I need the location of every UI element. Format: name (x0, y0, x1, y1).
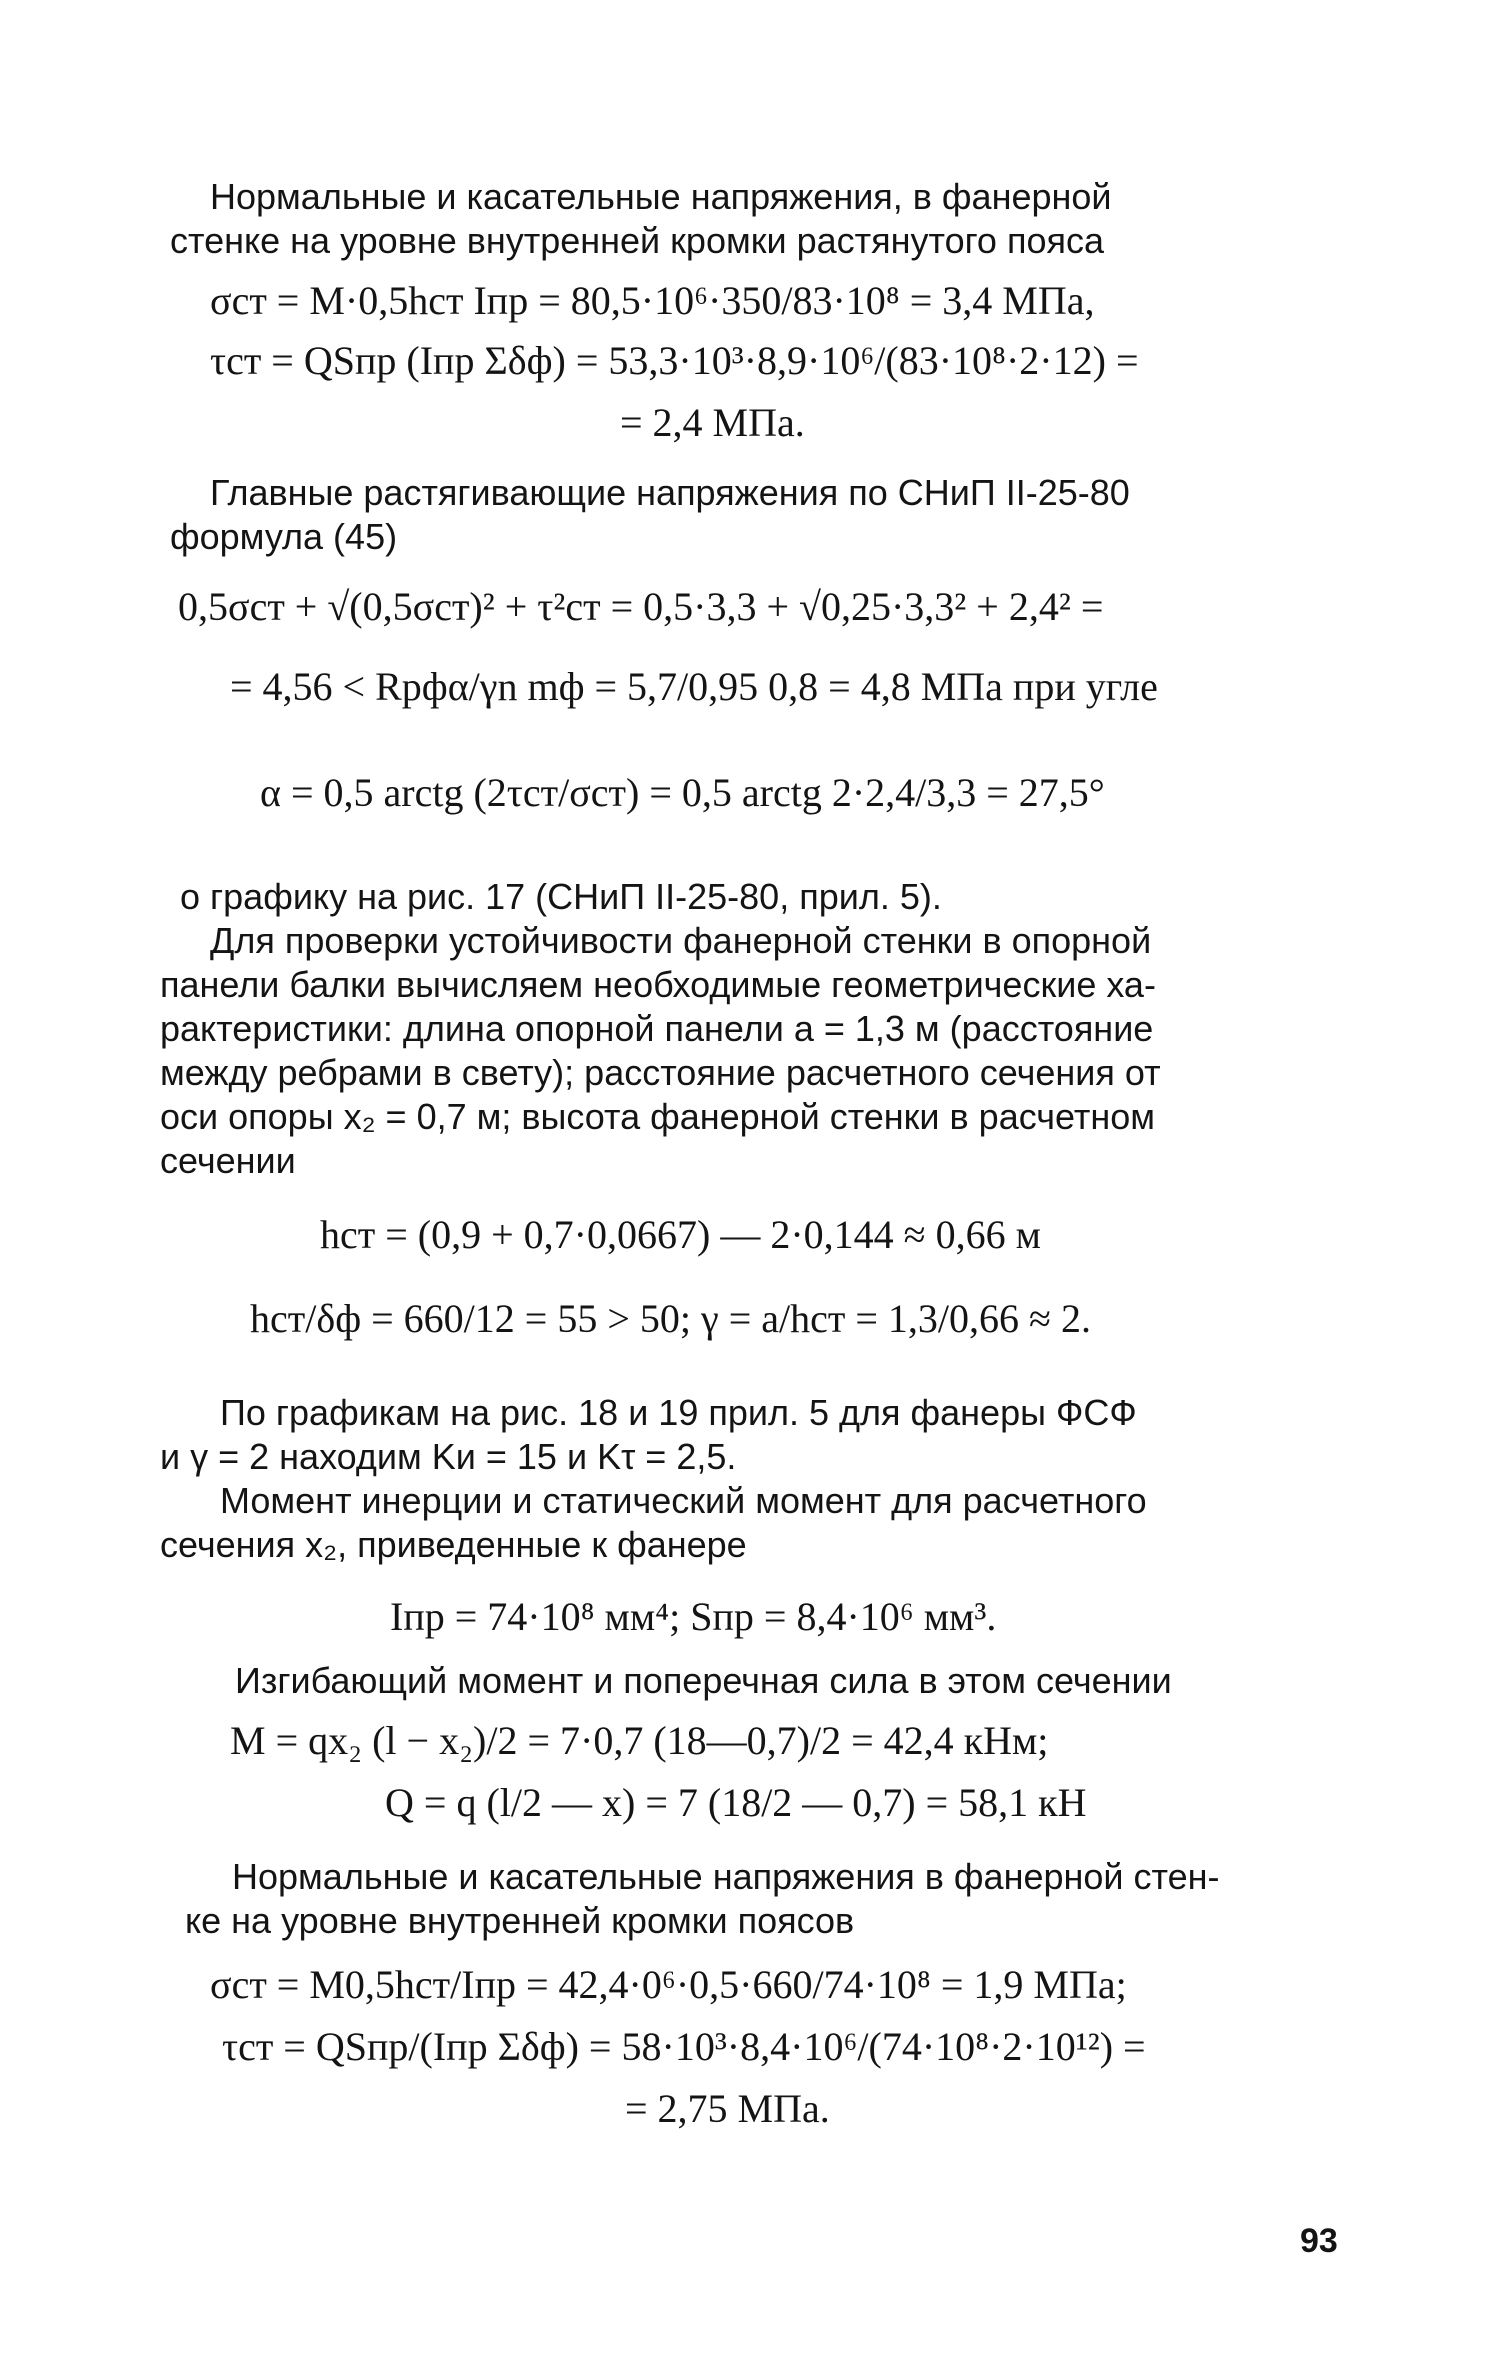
text-line: ке на уровне внутренней кромки поясов (185, 1900, 855, 1941)
equation-line: σст = M·0,5hст Iпр = 80,5·10⁶·350/83·10⁸ = 3,4 МПа, (210, 278, 1095, 323)
text-line: По графикам на рис. 18 и 19 прил. 5 для фанеры ФСФ (220, 1392, 1137, 1433)
text-line: о графику на рис. 17 (СНиП II-25-80, прил. 5). (180, 876, 942, 917)
equation-line: Iпр = 74·10⁸ мм⁴; Sпр = 8,4·10⁶ мм³. (390, 1594, 997, 1639)
page-number: 93 (1300, 2222, 1338, 2260)
text-line: Момент инерции и статический момент для расчетного (220, 1480, 1147, 1521)
equation-line: τст = QSпр/(Iпр Σδф) = 58·10³·8,4·10⁶/(74·10⁸·2·10¹²) = (222, 2024, 1146, 2069)
text-line: стенке на уровне внутренней кромки растянутого пояса (170, 220, 1104, 261)
equation-line: = 4,56 < Rрфα/γn mф = 5,7/0,95 0,8 = 4,8 МПа при угле (230, 664, 1158, 709)
equation-line: σст = M0,5hст/Iпр = 42,4·0⁶·0,5·660/74·10⁸ = 1,9 МПа; (210, 1962, 1127, 2007)
text-line: Нормальные и касательные напряжения, в фанерной (210, 176, 1112, 217)
text-line: между ребрами в свету); расстояние расчетного сечения от (160, 1052, 1161, 1093)
text-line: Нормальные и касательные напряжения в фанерной стен- (232, 1856, 1220, 1897)
text-line: формула (45) (170, 516, 398, 557)
text-line: Для проверки устойчивости фанерной стенки в опорной (210, 920, 1152, 961)
text-line: Главные растягивающие напряжения по СНиП II-25-80 (210, 472, 1130, 513)
text-line: сечения x₂, приведенные к фанере (160, 1524, 747, 1565)
equation-line: α = 0,5 arctg (2τст/σст) = 0,5 arctg 2·2,4/3,3 = 27,5° (260, 770, 1105, 815)
text-line: и γ = 2 находим Kи = 15 и Kτ = 2,5. (160, 1436, 737, 1477)
equation-line: M = qx₂ (l − x₂)/2 = 7·0,7 (18—0,7)/2 = 42,4 кНм; (230, 1718, 1049, 1763)
equation-line: hст = (0,9 + 0,7·0,0667) — 2·0,144 ≈ 0,66 м (320, 1212, 1041, 1257)
equation-line: τст = QSпр (Iпр Σδф) = 53,3·10³·8,9·10⁶/(83·10⁸·2·12) = (210, 338, 1139, 383)
equation-line: = 2,75 МПа. (625, 2086, 830, 2131)
text-line: оси опоры x₂ = 0,7 м; высота фанерной стенки в расчетном (160, 1096, 1156, 1137)
equation-line: 0,5σст + √(0,5σст)² + τ²ст = 0,5·3,3 + √0,25·3,3² + 2,4² = (178, 584, 1104, 629)
text-line: панели балки вычисляем необходимые геометрические ха- (160, 964, 1156, 1005)
text-line: Изгибающий момент и поперечная сила в этом сечении (235, 1660, 1172, 1701)
text-line: сечении (160, 1140, 296, 1181)
text-line: рактеристики: длина опорной панели a = 1,3 м (расстояние (160, 1008, 1154, 1049)
equation-line: Q = q (l/2 — x) = 7 (18/2 — 0,7) = 58,1 кН (385, 1780, 1087, 1825)
equation-line: hст/δф = 660/12 = 55 > 50; γ = a/hст = 1,3/0,66 ≈ 2. (250, 1296, 1091, 1341)
equation-line: = 2,4 МПа. (620, 400, 805, 445)
